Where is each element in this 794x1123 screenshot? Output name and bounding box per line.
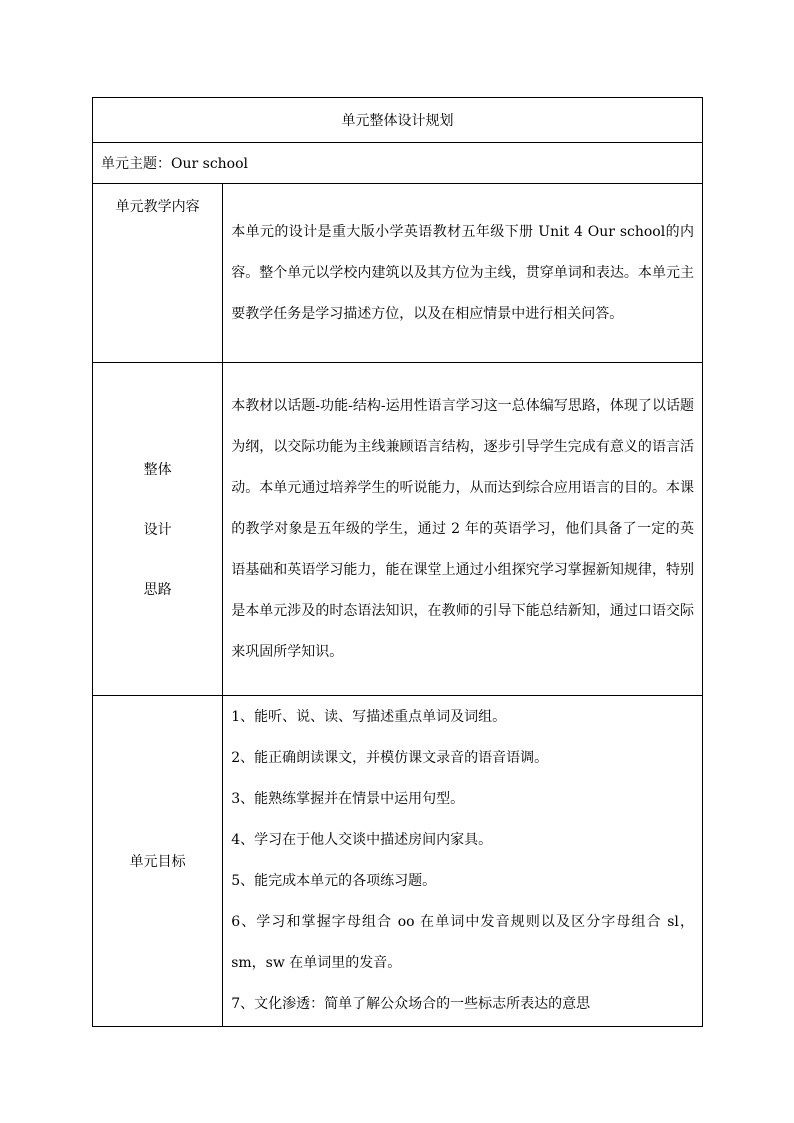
teaching-content-row (93, 184, 703, 363)
goal-item: 1、能听、说、读、写描述重点单词及词组。 (231, 709, 507, 725)
overall-design-label (93, 363, 223, 696)
goal-item: 5、能完成本单元的各项练习题。 (231, 873, 437, 889)
unit-goals-row (93, 696, 703, 1027)
unit-theme: 单元主题：Our school (93, 143, 703, 184)
unit-goals-cell (223, 696, 703, 1027)
teaching-content-text: 本单元的设计是重大版小学英语教材五年级下册 Unit 4 Our school的内容。整个单元以学校内建筑以及其方位为主线，贯穿单词和表达。本单元主要教学任务是学习描述方位，以及在相应情景中进行相关问答。 (223, 184, 703, 363)
theme-row (93, 143, 703, 184)
unit-goals-list (231, 697, 694, 1025)
goal-item: 3、能熟练掌握并在情景中运用句型。 (231, 791, 465, 807)
unit-goals-label: 单元目标 (93, 696, 223, 1027)
goal-item: 7、文化渗透：简单了解公众场合的一些标志所表达的意思 (231, 996, 591, 1012)
overall-design-row (93, 363, 703, 696)
goal-item: 6、学习和掌握字母组合 oo 在单词中发音规则以及区分字母组合 sl，sm，sw 在单词里的发音。 (231, 914, 694, 971)
overall-design-label-line-1: 整体 (143, 462, 172, 478)
goal-item: 2、能正确朗读课文，并模仿课文录音的语音语调。 (231, 750, 549, 766)
table-title: 单元整体设计规划 (93, 98, 703, 143)
title-row (93, 98, 703, 143)
overall-design-label-line-3: 思路 (143, 582, 172, 598)
overall-design-text: 本教材以话题-功能-结构-运用性语言学习这一总体编写思路，体现了以话题为纲，以交际功能为主线兼顾语言结构，逐步引导学生完成有意义的语言活动。本单元通过培养学生的听说能力，从而达到综合应用语言的目的。本课的教学对象是五年级的学生，通过 2 年的英语学习，他们具备了一定的英语基础和英语学习能力，能在课堂上通过小组探究学习掌握新知规律，特别是本单元涉及的时态语法知识，在教师的引导下能总结新知，通过口语交际来巩固所学知识。 (223, 363, 703, 696)
teaching-content-label: 单元教学内容 (93, 184, 223, 363)
goal-item: 4、学习在于他人交谈中描述房间内家具。 (231, 832, 493, 848)
overall-design-label-line-2: 设计 (143, 522, 172, 538)
unit-design-table (92, 97, 703, 1027)
